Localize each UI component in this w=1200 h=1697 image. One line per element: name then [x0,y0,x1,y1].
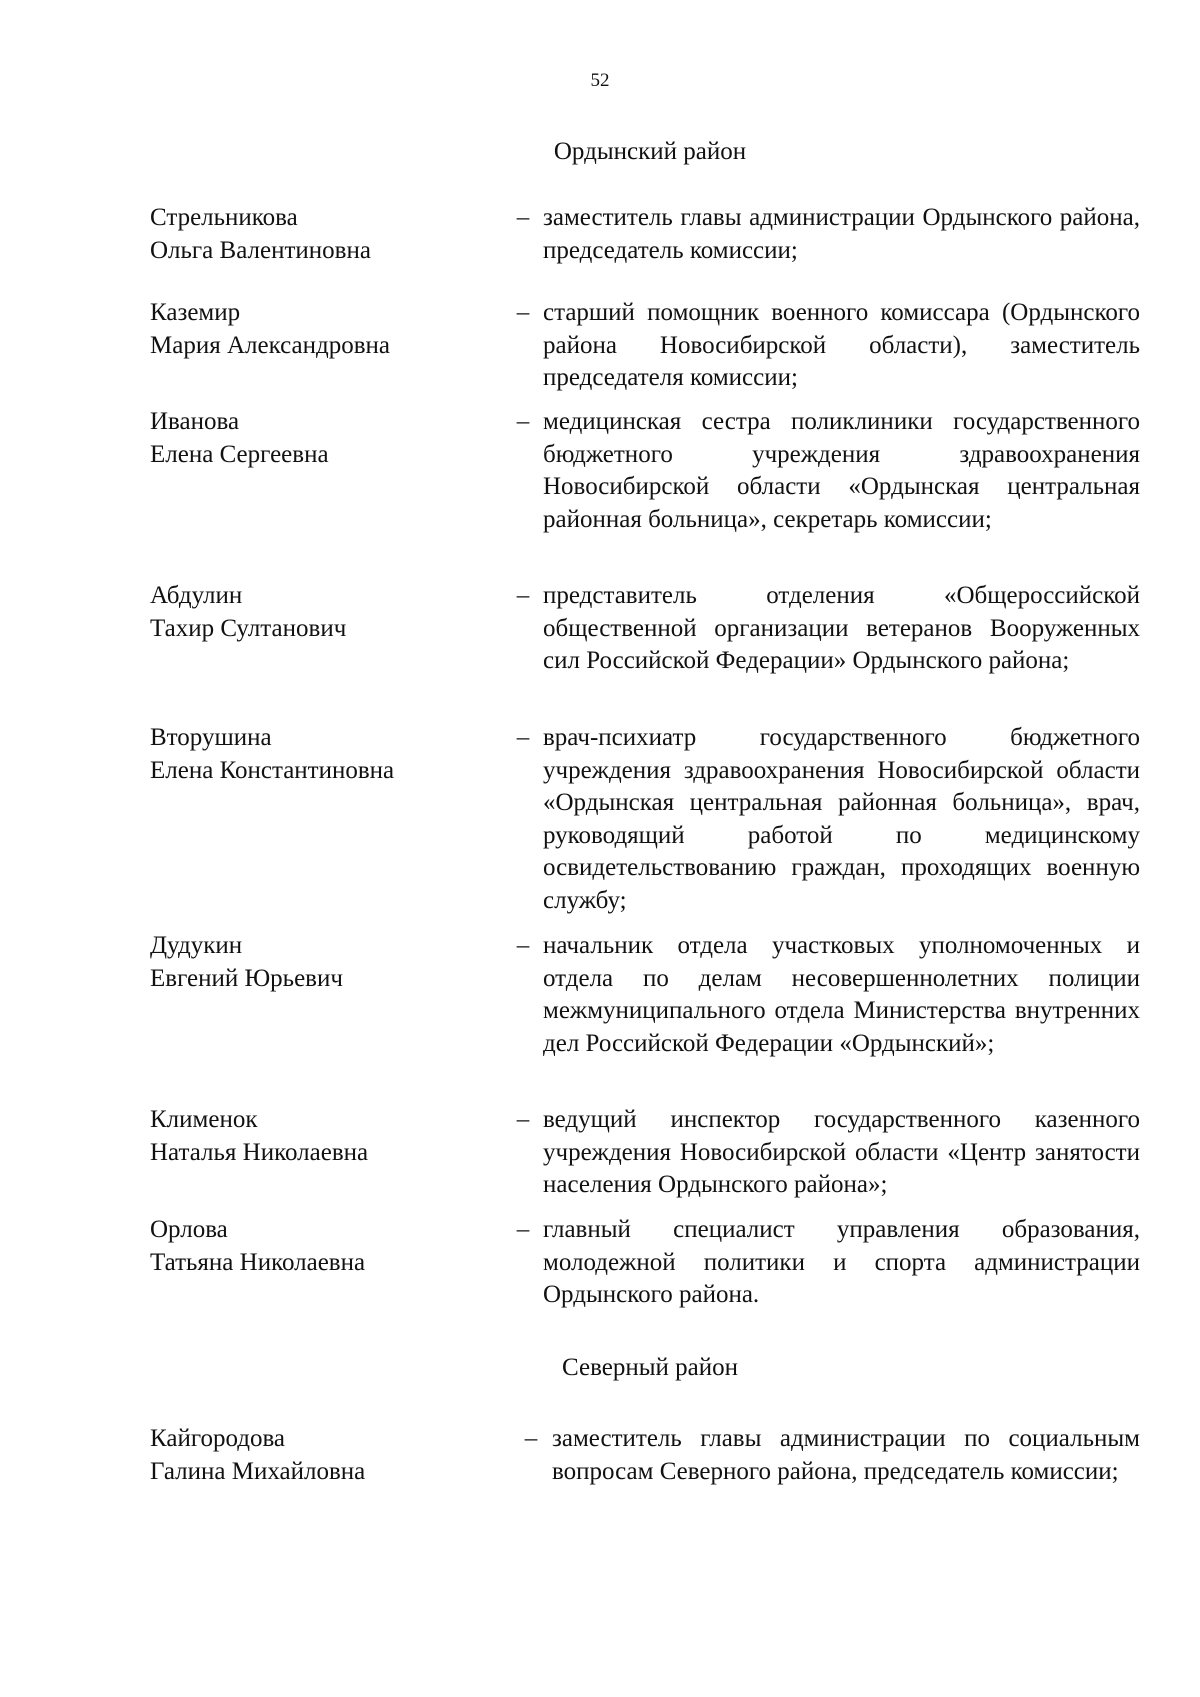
member-role: медицинская сестра поликлиники государственного бюджетного учреждения здравоохранения Новосибирской области «Ордынская центральная районная больница», секретарь комиссии; [543,408,1140,533]
member-dash: – [516,1106,530,1133]
member-surname: Дудукин [150,932,243,959]
member-given-names: Татьяна Николаевна [150,1248,366,1276]
member-name [150,1104,490,1169]
member-surname: Вторушина [150,724,272,751]
member-given-names: Галина Михайловна [150,1457,366,1485]
member-role: заместитель главы администрации Ордынского района, председатель комиссии; [543,204,1140,264]
member-name [150,930,490,995]
member-name [150,722,490,787]
member-surname: Клименок [150,1106,258,1133]
member-given-names: Евгений Юрьевич [150,964,343,992]
page-number: 52 [590,70,610,91]
member-surname: Иванова [150,408,240,435]
member-dash: – [516,932,530,959]
member-given-names: Тахир Султанович [150,614,347,642]
member-name [150,1214,490,1279]
member-dash: – [516,724,530,751]
member-name [150,580,490,645]
member-given-names: Елена Сергеевна [150,440,329,468]
member-name [150,202,490,267]
member-given-names: Елена Константиновна [150,756,395,784]
member-given-names: Мария Александровна [150,331,390,359]
member-surname: Орлова [150,1216,228,1243]
member-surname: Абдулин [150,582,243,609]
member-surname: Стрельникова [150,204,298,231]
member-name [150,297,490,362]
member-role: главный специалист управления образования, молодежной политики и спорта администрации Ордынского района. [543,1216,1140,1308]
member-role: врач-психиатр государственного бюджетного учреждения здравоохранения Новосибирской области «Ордынская центральная районная больница», врач, руководящий работой по медицинскому освидетельствованию граждан, проходящих военную службу; [543,724,1140,914]
member-dash: – [516,1216,530,1243]
section-title: Северный район [562,1354,738,1381]
member-role: заместитель главы администрации по социальным вопросам Северного района, председатель комиссии; [552,1425,1140,1485]
member-dash: – [516,299,530,326]
member-dash: – [524,1425,538,1452]
member-surname: Каземир [150,299,241,326]
member-surname: Кайгородова [150,1425,286,1452]
member-given-names: Наталья Николаевна [150,1138,369,1166]
member-name [150,406,490,471]
member-given-names: Ольга Валентиновна [150,236,371,264]
member-dash: – [516,204,530,231]
member-role: ведущий инспектор государственного казенного учреждения Новосибирской области «Центр занятости населения Ордынского района»; [543,1106,1140,1198]
member-role: представитель отделения «Общероссийской общественной организации ветеранов Вооруженных сил Российской Федерации» Ордынского района; [543,582,1140,674]
section-title: Ордынский район [553,138,747,165]
member-dash: – [516,582,530,609]
member-role: начальник отдела участковых уполномоченных и отдела по делам несовершеннолетних полиции межмуниципального отдела Министерства внутренних дел Российской Федерации «Ордынский»; [543,932,1140,1057]
member-dash: – [516,408,530,435]
member-role: старший помощник военного комиссара (Ордынского района Новосибирской области), заместитель председателя комиссии; [543,299,1140,391]
member-name [150,1423,490,1488]
